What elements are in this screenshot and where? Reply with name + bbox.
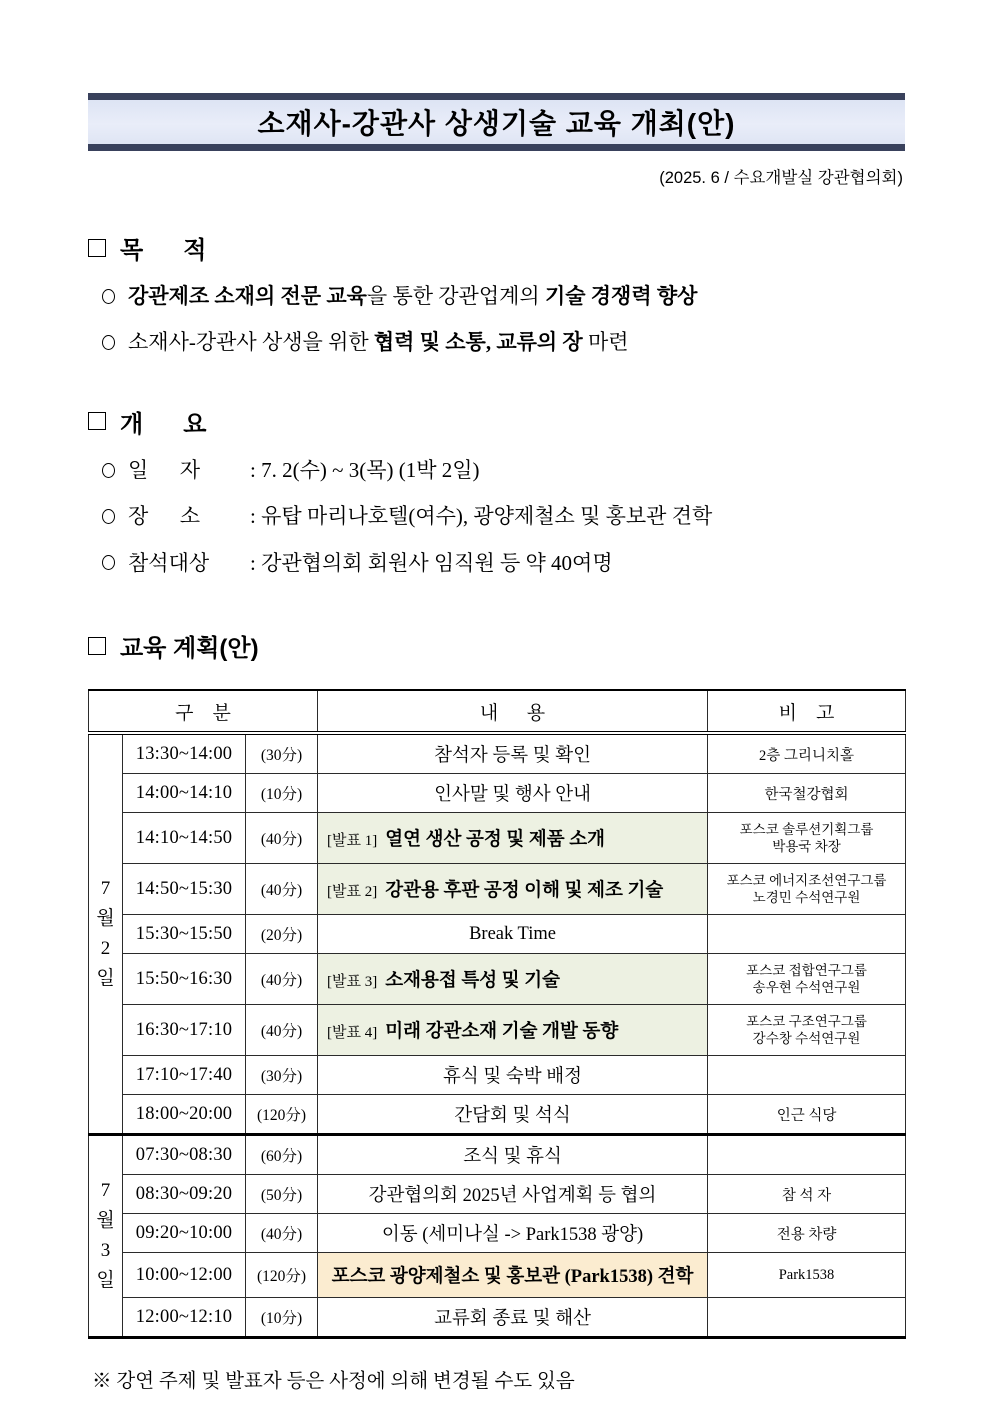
purpose-bullet-1-text: [128, 281, 697, 311]
remark-cell: 한국철강협회: [708, 774, 906, 813]
content-cell: 포스코 광양제철소 및 홍보관 (Park1538) 견학: [318, 1253, 708, 1298]
day-label: [89, 733, 123, 1135]
square-checkbox-icon: [88, 637, 106, 655]
table-row: [89, 1135, 906, 1175]
day-label-char: 7: [100, 1180, 111, 1202]
circle-bullet-icon: [102, 335, 115, 350]
content-cell: 교류회 종료 및 해산: [318, 1298, 708, 1338]
duration-cell: (40分): [246, 864, 318, 915]
section-heading-purpose: [88, 230, 905, 265]
time-cell: 15:30~15:50: [123, 915, 246, 954]
content-cell: 강관협의회 2025년 사업계획 등 협의: [318, 1175, 708, 1214]
time-cell: 14:10~14:50: [123, 813, 246, 864]
table-row: [89, 1298, 906, 1338]
duration-cell: (50分): [246, 1175, 318, 1214]
duration-cell: (20分): [246, 915, 318, 954]
content-cell: [318, 1005, 708, 1056]
document-subtitle: (2025. 6 / 수요개발실 강관협의회): [659, 169, 903, 187]
circle-bullet-icon: [102, 463, 115, 478]
overview-value: : 7. 2(수) ~ 3(목) (1박 2일): [250, 457, 480, 482]
remark-cell: [708, 1005, 906, 1056]
presentation-title: 소재용접 특성 및 기술: [385, 971, 560, 992]
time-cell: 17:10~17:40: [123, 1056, 246, 1095]
circle-bullet-icon: [102, 289, 115, 304]
day-label-char: 월: [96, 1210, 115, 1232]
section-heading-plan: [88, 628, 905, 663]
bold-text: 기술 경쟁력 향상: [544, 284, 698, 308]
duration-cell: (40分): [246, 1005, 318, 1056]
section-heading-overview: [88, 404, 905, 439]
header-category: 구 분: [89, 690, 318, 733]
duration-cell: (60分): [246, 1135, 318, 1175]
time-cell: 12:00~12:10: [123, 1298, 246, 1338]
remark-presenter: 송우현 수석연구원: [752, 980, 861, 996]
plan-heading-label: 교육 계획(안): [120, 635, 259, 663]
remark-cell: 2층 그리니치홀: [708, 733, 906, 774]
day-label-char: 월: [96, 908, 115, 930]
presentation-number: [발표 2]: [327, 884, 378, 901]
remark-org: 포스코 접합연구그룹: [746, 963, 867, 979]
table-row: [89, 1056, 906, 1095]
purpose-bullet-1: [102, 281, 905, 311]
table-row: [89, 1214, 906, 1253]
schedule-table: [88, 689, 906, 1339]
purpose-heading-label: 목 적: [120, 237, 207, 264]
duration-cell: (30分): [246, 1056, 318, 1095]
overview-item-place: [102, 501, 905, 531]
time-cell: 16:30~17:10: [123, 1005, 246, 1056]
square-checkbox-icon: [88, 412, 106, 430]
day-label-char: 일: [96, 968, 115, 990]
bold-text: 협력 및 소통, 교류의 장: [373, 330, 583, 355]
remark-cell: [708, 813, 906, 864]
circle-bullet-icon: [102, 555, 115, 570]
purpose-bullet-2: [102, 327, 905, 357]
duration-cell: (120分): [246, 1253, 318, 1298]
time-cell: 13:30~14:00: [123, 733, 246, 774]
remark-cell: Park1538: [708, 1253, 906, 1298]
header-remark: 비 고: [708, 690, 906, 733]
remark-org: 포스코 에너지조선연구그룹: [726, 873, 887, 889]
remark-org: 포스코 구조연구그룹: [746, 1014, 867, 1030]
remark-cell: [708, 1056, 906, 1095]
duration-cell: (120分): [246, 1095, 318, 1135]
day-label-char: 일: [96, 1270, 115, 1292]
content-cell: [318, 954, 708, 1005]
overview-item-text: [128, 455, 480, 485]
overview-value: : 유탑 마리나호텔(여수), 광양제철소 및 홍보관 견학: [250, 504, 713, 529]
table-row: [89, 774, 906, 813]
table-row: [89, 813, 906, 864]
remark-cell: [708, 954, 906, 1005]
remark-presenter: 강수창 수석연구원: [752, 1031, 861, 1047]
regular-text: 소재사-강관사 상생을 위한: [128, 330, 374, 355]
day-label-char: 7: [100, 878, 111, 900]
content-cell: 인사말 및 행사 안내: [318, 774, 708, 813]
time-cell: 14:00~14:10: [123, 774, 246, 813]
presentation-title: 열연 생산 공정 및 제품 소개: [385, 830, 605, 851]
page-title: 소재사-강관사 상생기술 교육 개최(안): [257, 108, 736, 139]
table-row: [89, 1175, 906, 1214]
day-label-char: 2: [100, 938, 111, 960]
overview-item-date: [102, 455, 905, 485]
presentation-number: [발표 3]: [327, 974, 378, 991]
overview-value: : 강관협의회 회원사 임직원 등 약 40여명: [250, 550, 613, 575]
table-row: [89, 733, 906, 774]
content-cell: [318, 864, 708, 915]
presentation-title: 강관용 후판 공정 이해 및 제조 기술: [385, 881, 664, 902]
duration-cell: (40分): [246, 813, 318, 864]
time-cell: 08:30~09:20: [123, 1175, 246, 1214]
overview-label: 참석대상: [128, 550, 210, 575]
overview-label: 일 자: [128, 457, 201, 482]
time-cell: 09:20~10:00: [123, 1214, 246, 1253]
overview-item-text: [128, 548, 613, 578]
remark-cell: [708, 915, 906, 954]
time-cell: 15:50~16:30: [123, 954, 246, 1005]
overview-label: 장 소: [128, 504, 201, 529]
content-cell: 간담회 및 석식: [318, 1095, 708, 1135]
day-label: [89, 1135, 123, 1338]
title-banner: [88, 93, 905, 151]
remark-presenter: 박용국 차장: [772, 839, 841, 855]
overview-heading-label: 개 요: [120, 410, 207, 438]
remark-cell: 인근 식당: [708, 1095, 906, 1135]
header-content: 내 용: [318, 690, 708, 733]
table-row: [89, 1005, 906, 1056]
content-cell: 조식 및 휴식: [318, 1135, 708, 1175]
content-cell: 이동 (세미나실 -> Park1538 광양): [318, 1214, 708, 1253]
table-row: [89, 1095, 906, 1135]
presentation-title: 미래 강관소재 기술 개발 동향: [385, 1022, 619, 1043]
table-row: [89, 1253, 906, 1298]
presentation-number: [발표 1]: [327, 833, 378, 850]
content-cell: Break Time: [318, 915, 708, 954]
remark-cell: [708, 1298, 906, 1338]
purpose-bullet-2-text: [128, 327, 629, 357]
banner-body: [88, 100, 905, 144]
duration-cell: (40分): [246, 1214, 318, 1253]
time-cell: 14:50~15:30: [123, 864, 246, 915]
document-content: [88, 0, 905, 1393]
duration-cell: (10分): [246, 774, 318, 813]
regular-text: 마련: [582, 330, 629, 355]
overview-item-text: [128, 501, 712, 531]
time-cell: 07:30~08:30: [123, 1135, 246, 1175]
circle-bullet-icon: [102, 509, 115, 524]
day-label-char: 3: [100, 1240, 111, 1262]
bold-text: 강관제조 소재의 전문 교육: [128, 284, 367, 308]
footer-note: ※ 강연 주제 및 발표자 등은 사정에 의해 변경될 수도 있음: [92, 1371, 575, 1393]
overview-item-attendees: [102, 548, 905, 578]
content-cell: [318, 813, 708, 864]
remark-cell: [708, 864, 906, 915]
duration-cell: (40分): [246, 954, 318, 1005]
content-cell: 참석자 등록 및 확인: [318, 733, 708, 774]
table-row: [89, 915, 906, 954]
duration-cell: (10分): [246, 1298, 318, 1338]
schedule-table-body: [89, 733, 906, 1338]
square-checkbox-icon: [88, 239, 106, 257]
remark-presenter: 노경민 수석연구원: [752, 890, 861, 906]
presentation-number: [발표 4]: [327, 1025, 378, 1042]
remark-cell: 전용 차량: [708, 1214, 906, 1253]
table-row: [89, 954, 906, 1005]
remark-cell: [708, 1135, 906, 1175]
duration-cell: (30分): [246, 733, 318, 774]
regular-text: 을 통한 강관업계의: [366, 284, 545, 308]
banner-bottom-bar: [88, 144, 905, 151]
banner-top-bar: [88, 93, 905, 100]
remark-cell: 참 석 자: [708, 1175, 906, 1214]
time-cell: 10:00~12:00: [123, 1253, 246, 1298]
time-cell: 18:00~20:00: [123, 1095, 246, 1135]
content-cell: 휴식 및 숙박 배정: [318, 1056, 708, 1095]
table-header-row: [89, 690, 906, 733]
table-row: [89, 864, 906, 915]
remark-org: 포스코 솔루션기획그룹: [739, 822, 874, 838]
